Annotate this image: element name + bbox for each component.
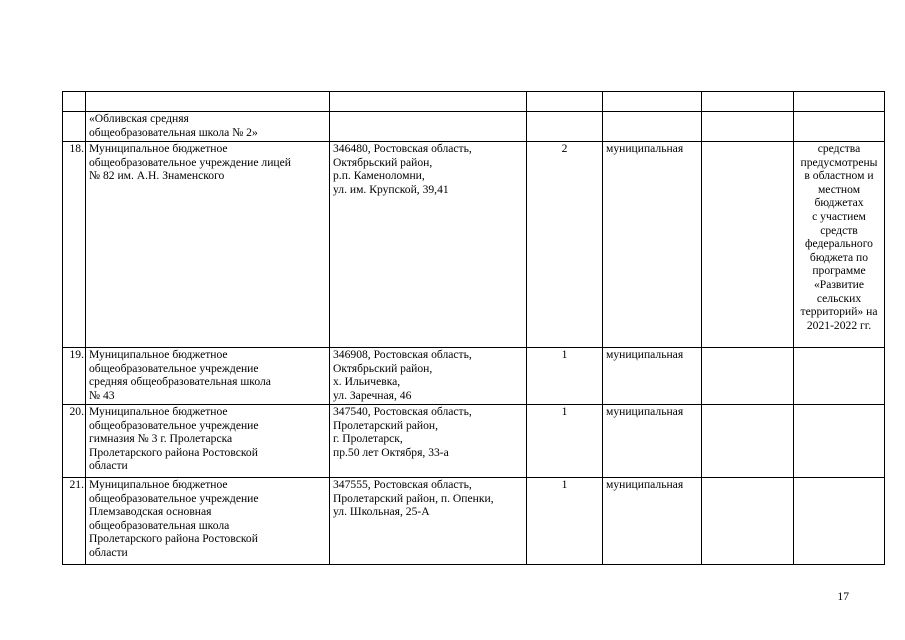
- address-cell: [330, 112, 527, 142]
- institution-name-cell-line: Пролетарского района Ростовской: [89, 445, 258, 459]
- institution-name-cell-line: № 82 им. А.Н. Знаменского: [89, 169, 225, 183]
- quantity-cell: 2: [527, 142, 603, 348]
- row-number-cell: 20.: [63, 405, 86, 478]
- institution-name-cell-line: Муниципальное бюджетное: [89, 142, 228, 155]
- institution-name-cell-line: Муниципальное бюджетное: [89, 405, 228, 418]
- address-cell: [330, 142, 527, 348]
- institution-name-cell: [86, 112, 330, 142]
- address-cell: [330, 92, 527, 112]
- address-cell-line: Октябрьский район,: [333, 155, 433, 169]
- address-cell-line: ул. им. Крупской, 39,41: [333, 182, 449, 196]
- funding-note-cell: [794, 92, 885, 112]
- institution-name-cell: [86, 405, 330, 478]
- funding-note-cell-line: территорий» на: [800, 305, 878, 319]
- institution-name-cell-line: Племзаводская основная: [89, 505, 212, 519]
- address-cell-line: пр.50 лет Октября, 33-а: [333, 445, 449, 459]
- address-cell: [330, 478, 527, 565]
- funding-note-cell: [794, 478, 885, 565]
- empty-cell: [702, 92, 794, 112]
- table-row: [63, 405, 885, 478]
- ownership-cell: муниципальная: [603, 478, 702, 565]
- address-cell: [330, 405, 527, 478]
- funding-note-cell-line: с участием: [812, 209, 866, 223]
- quantity-cell: 1: [527, 478, 603, 565]
- address-cell-line: 347540, Ростовская область,: [333, 405, 472, 418]
- empty-cell: [702, 405, 794, 478]
- institution-name-cell-line: «Обливская средняя: [89, 112, 189, 125]
- ownership-cell: муниципальная: [603, 348, 702, 405]
- quantity-cell: [527, 92, 603, 112]
- funding-note-cell-line: средства: [817, 142, 861, 155]
- quantity-cell: [527, 112, 603, 142]
- ownership-cell: муниципальная: [603, 142, 702, 348]
- address-cell-line: Октябрьский район,: [333, 361, 433, 375]
- funding-note-cell-line: средств: [820, 223, 858, 237]
- row-number-cell: 19.: [63, 348, 86, 405]
- table-body: [63, 92, 885, 565]
- ownership-cell: [603, 92, 702, 112]
- institution-name-cell: [86, 92, 330, 112]
- funding-note-cell-line: в областном и: [804, 169, 874, 183]
- institution-name-cell-line: гимназия № 3 г. Пролетарска: [89, 432, 233, 446]
- institution-name-cell: [86, 478, 330, 565]
- funding-note-cell-line: «Развитие: [813, 277, 865, 291]
- funding-note-cell-line: сельских: [816, 291, 862, 305]
- funding-note-cell: [794, 405, 885, 478]
- institution-name-cell-line: общеобразовательное учреждение лицей: [89, 155, 291, 169]
- institution-name-cell: [86, 142, 330, 348]
- institution-name-cell-line: средняя общеобразовательная школа: [89, 375, 271, 389]
- address-cell-line: 346908, Ростовская область,: [333, 348, 472, 361]
- institution-name-cell-line: Муниципальное бюджетное: [89, 348, 228, 361]
- table-row: [63, 478, 885, 565]
- address-cell-line: Пролетарский район,: [333, 418, 439, 432]
- address-cell: [330, 348, 527, 405]
- funding-note-cell-line: местном: [817, 182, 861, 196]
- institutions-table: [62, 91, 885, 565]
- empty-cell: [702, 142, 794, 348]
- row-number-cell: 18.: [63, 142, 86, 348]
- institution-name-cell-line: общеобразовательная школа № 2»: [89, 125, 258, 139]
- institution-name-cell-line: общеобразовательное учреждение: [89, 491, 259, 505]
- funding-note-cell-line: федерального: [805, 237, 873, 251]
- table-row: [63, 92, 885, 112]
- row-number-cell: [63, 92, 86, 112]
- page-number: 17: [837, 590, 849, 603]
- funding-note-cell: [794, 142, 885, 348]
- institution-name-cell-line: общеобразовательное учреждение: [89, 361, 259, 375]
- address-cell-line: 346480, Ростовская область,: [333, 142, 472, 155]
- row-number-cell: 21.: [63, 478, 86, 565]
- address-cell-line: р.п. Каменоломни,: [333, 169, 425, 183]
- funding-note-cell: [794, 348, 885, 405]
- row-number-cell: [63, 112, 86, 142]
- institution-name-cell-line: области: [89, 545, 128, 559]
- institution-name-cell-line: Муниципальное бюджетное: [89, 478, 228, 491]
- institution-name-cell-line: № 43: [89, 388, 115, 402]
- funding-note-cell-line: бюджетах: [814, 196, 864, 210]
- empty-cell: [702, 112, 794, 142]
- institution-name-cell-line: общеобразовательное учреждение: [89, 418, 259, 432]
- quantity-cell: 1: [527, 348, 603, 405]
- funding-note-cell-line: бюджета по: [809, 250, 869, 264]
- institution-name-cell-line: Пролетарского района Ростовской: [89, 532, 258, 546]
- funding-note-cell-line: предусмотрены: [800, 155, 878, 169]
- funding-note-cell-line: программе: [812, 264, 866, 278]
- institution-name-cell-line: общеобразовательная школа: [89, 518, 230, 532]
- empty-cell: [702, 348, 794, 405]
- ownership-cell: [603, 112, 702, 142]
- quantity-cell: 1: [527, 405, 603, 478]
- institution-name-cell: [86, 348, 330, 405]
- funding-note-cell: [794, 112, 885, 142]
- table-row: [63, 348, 885, 405]
- institution-name-cell-line: области: [89, 459, 128, 473]
- address-cell-line: г. Пролетарск,: [333, 432, 403, 446]
- address-cell-line: Пролетарский район, п. Опенки,: [333, 491, 494, 505]
- address-cell-line: х. Ильичевка,: [333, 375, 401, 389]
- table-row: [63, 142, 885, 348]
- address-cell-line: 347555, Ростовская область,: [333, 478, 472, 491]
- address-cell-line: ул. Заречная, 46: [333, 388, 412, 402]
- address-cell-line: ул. Школьная, 25-А: [333, 505, 430, 519]
- funding-note-cell-line: 2021-2022 гг.: [806, 318, 872, 332]
- ownership-cell: муниципальная: [603, 405, 702, 478]
- table-row: [63, 112, 885, 142]
- empty-cell: [702, 478, 794, 565]
